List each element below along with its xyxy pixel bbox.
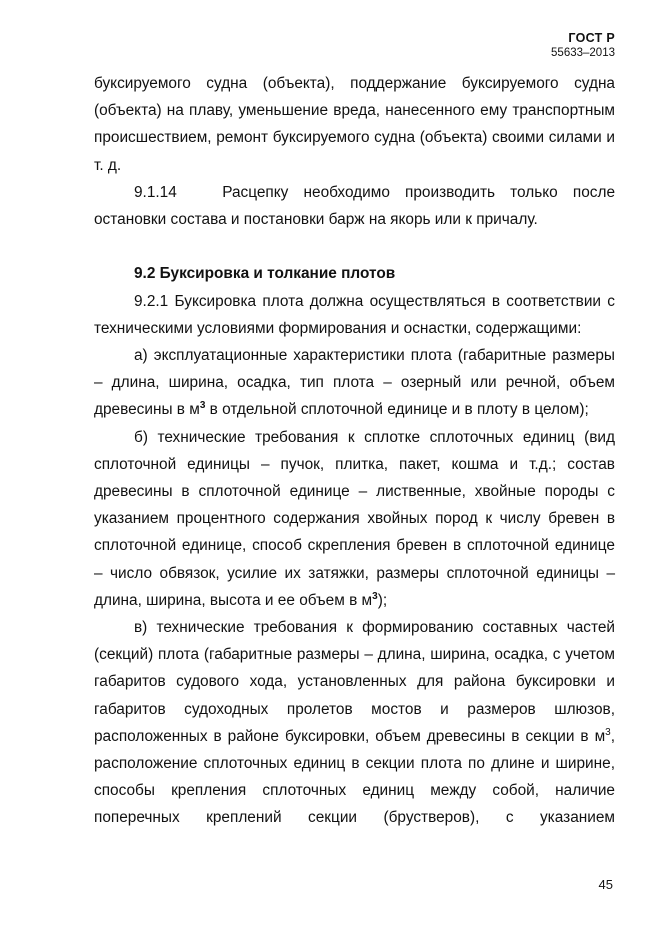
standard-title: ГОСТ Р bbox=[568, 31, 615, 45]
paragraph-9-2-1: 9.2.1 Буксировка плота должна осуществляться в соответствии с техническими условиями формирования и оснастки, содержащими: bbox=[94, 292, 615, 337]
paragraph-continuation: буксируемого судна (объекта), поддержание буксируемого судна (объекта) на плаву, уменьшение вреда, нанесенного ему транспортным происшествием, ремонт буксируемого судна (объекта) своими силами и т. д. bbox=[94, 75, 615, 174]
paragraph-item-b: б) технические требования к сплотке сплоточных единиц (вид сплоточной единицы – пучок, плитка, пакет, кошма и т.д.; состав древесины в сплоточной единице – лиственные, хвойные породы с указанием процентного содержания хвойных пород к числу бревен в сплоточной единице, способ скрепления бревен в сплоточной единице – число обвязок, усилие их затяжки, размеры сплоточной единицы – длина, ширина, высота и ее объем в $м^3$); bbox=[94, 428, 615, 609]
superscript-cubic: 3 bbox=[199, 400, 206, 412]
superscript-cubic: 3 bbox=[605, 726, 611, 738]
superscript-cubic: 3 bbox=[372, 590, 378, 602]
section-heading-9-2: 9.2 Буксировка и толкание плотов bbox=[134, 265, 396, 283]
paragraph-item-v: в) технические требования к формированию составных частей (секций) плота (габаритные размеры – длина, ширина, осадка, с учетом габаритов судового хода, установленных для района буксировки и габаритов судоходных пролетов мостов и размеров шлюзов, расположенных в районе буксировки, объем древесины в секции в $м^3$, расположение сплоточных единиц в секции плота по длине и ширине, способы крепления сплоточных единиц между собой, наличие поперечных креплений секции (брустверов), с указанием bbox=[94, 619, 615, 827]
paragraph-item-a: а) эксплуатационные характеристики плота (габаритные размеры – длина, ширина, осадка, тип плота – озерный или речной, объем древесины в $м^3$ в отдельной сплоточной единице и в плоту в целом); bbox=[94, 347, 615, 419]
document-body bbox=[94, 70, 620, 832]
section-spacer bbox=[94, 233, 615, 260]
page-number: 45 bbox=[598, 877, 613, 892]
standard-number: 55633–2013 bbox=[551, 47, 615, 59]
paragraph-9-1-14: 9.1.14 Расцепку необходимо производить только после остановки состава и постановки барж на якорь или к причалу. bbox=[94, 183, 620, 229]
document-header bbox=[551, 30, 615, 61]
